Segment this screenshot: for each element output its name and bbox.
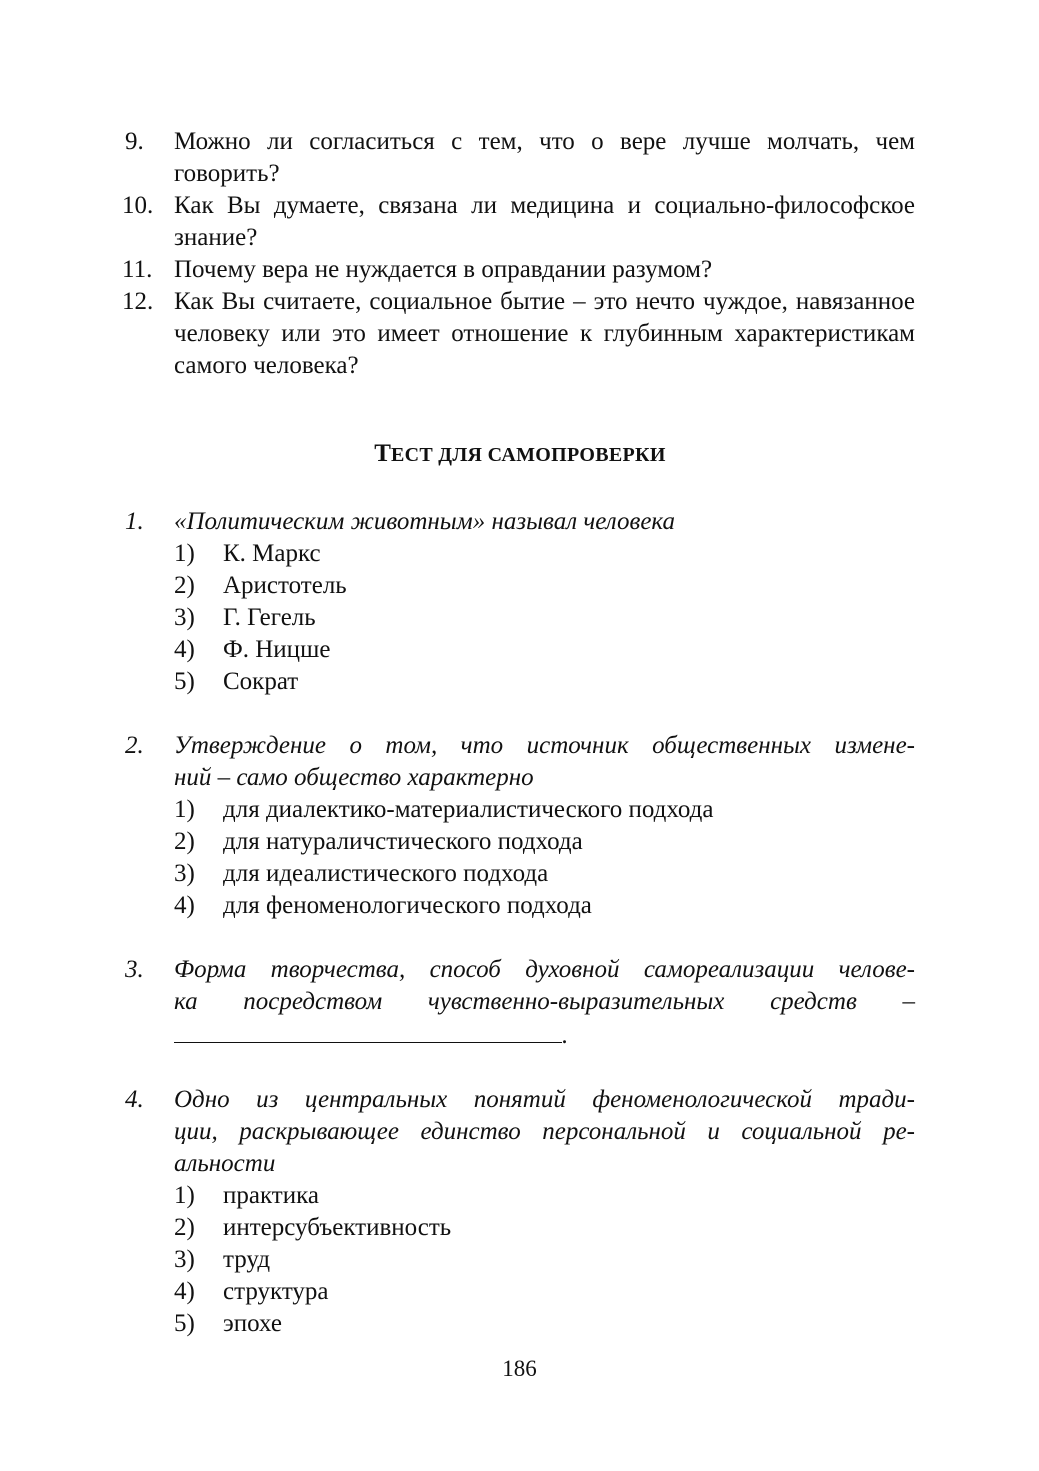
- test-question-3: [125, 954, 915, 1052]
- question-text: Как Вы думаете, связана ли медицина и социально-философское знание?: [174, 192, 915, 251]
- option-text: Ф. Ницше: [223, 636, 331, 663]
- answer-option: [174, 1276, 915, 1308]
- heading-initial: Т: [374, 440, 391, 467]
- test-question-number: 2.: [125, 732, 144, 759]
- answer-blank-row: [174, 1018, 915, 1052]
- test-question-stem-line: ка посредством чувственно-выразительных средств –: [174, 988, 915, 1015]
- question-item: [122, 254, 915, 286]
- test-question-stem-line: ции, раскрывающее единство персональной и социальной ре-: [174, 1118, 915, 1145]
- test-question-4: [125, 1084, 915, 1340]
- answer-option: [174, 826, 915, 858]
- option-text: структура: [223, 1278, 329, 1305]
- question-item: [122, 190, 915, 254]
- option-number: 1): [174, 1182, 195, 1209]
- answer-option: [174, 858, 915, 890]
- question-number: 10.: [122, 192, 154, 219]
- answer-option: [174, 1212, 915, 1244]
- option-text: для феноменологического подхода: [223, 892, 592, 919]
- option-number: 5): [174, 1310, 195, 1337]
- option-number: 5): [174, 668, 195, 695]
- answer-option: [174, 1308, 915, 1340]
- option-text: эпохе: [223, 1310, 282, 1337]
- answer-option: [174, 890, 915, 922]
- question-item: [122, 286, 915, 382]
- answer-option: [174, 570, 915, 602]
- test-question-stem-line: Утверждение о том, что источник общественных измене-: [174, 732, 915, 759]
- test-question-stem-line: Форма творчества, способ духовной самореализации челове-: [174, 956, 915, 983]
- blank-end-punctuation: .: [562, 1022, 569, 1049]
- option-number: 3): [174, 1246, 195, 1273]
- option-number: 2): [174, 1214, 195, 1241]
- answer-option: [174, 666, 915, 698]
- option-number: 2): [174, 828, 195, 855]
- test-question-2: [125, 730, 915, 922]
- option-text: Г. Гегель: [223, 604, 316, 631]
- answer-option: [174, 1244, 915, 1276]
- option-number: 4): [174, 1278, 195, 1305]
- page-number: 186: [502, 1356, 537, 1381]
- answer-blank-line[interactable]: [174, 1018, 562, 1043]
- test-question-stem: «Политическим животным» называл человека: [174, 508, 675, 535]
- question-item: [125, 126, 915, 190]
- answer-option: [174, 1180, 915, 1212]
- option-number: 4): [174, 636, 195, 663]
- question-number: 11.: [122, 256, 153, 283]
- option-text: для диалектико-материалистического подхода: [223, 796, 714, 823]
- question-number: 9.: [125, 128, 144, 155]
- option-text: труд: [223, 1246, 271, 1273]
- test-question-stem-line: ний – само общество характерно: [174, 764, 534, 791]
- option-text: интерсубъективность: [223, 1214, 452, 1241]
- question-text: Как Вы считаете, социальное бытие – это нечто чуждое, навязанное человеку или это имеет отношение к глубинным характеристикам самого человека?: [174, 288, 915, 379]
- test-question-number: 1.: [125, 508, 144, 535]
- answer-option: [174, 634, 915, 666]
- discussion-questions: [122, 126, 915, 382]
- test-question-1: [125, 506, 915, 698]
- answer-option: [174, 602, 915, 634]
- option-number: 1): [174, 796, 195, 823]
- answer-option: [174, 538, 915, 570]
- option-number: 3): [174, 604, 195, 631]
- option-text: Аристотель: [223, 572, 347, 599]
- question-text: Почему вера не нуждается в оправдании разумом?: [174, 256, 713, 283]
- question-number: 12.: [122, 288, 154, 315]
- test-question-stem-line: Одно из центральных понятий феноменологической тради-: [174, 1086, 915, 1113]
- page-content: [122, 126, 915, 1340]
- answer-option: [174, 794, 915, 826]
- option-text: для натураличстического подхода: [223, 828, 583, 855]
- option-text: для идеалистического подхода: [223, 860, 549, 887]
- section-heading: [125, 438, 915, 471]
- question-text: Можно ли согласиться с тем, что о вере лучше молчать, чем говорить?: [174, 128, 915, 187]
- option-text: К. Маркс: [223, 540, 321, 567]
- option-number: 1): [174, 540, 195, 567]
- test-question-number: 3.: [125, 956, 144, 983]
- option-number: 4): [174, 892, 195, 919]
- option-text: практика: [223, 1182, 319, 1209]
- option-number: 3): [174, 860, 195, 887]
- heading-rest: ЕСТ ДЛЯ САМОПРОВЕРКИ: [390, 444, 666, 466]
- test-question-stem-line: альности: [174, 1150, 276, 1177]
- option-number: 2): [174, 572, 195, 599]
- option-text: Сократ: [223, 668, 299, 695]
- test-question-number: 4.: [125, 1086, 144, 1113]
